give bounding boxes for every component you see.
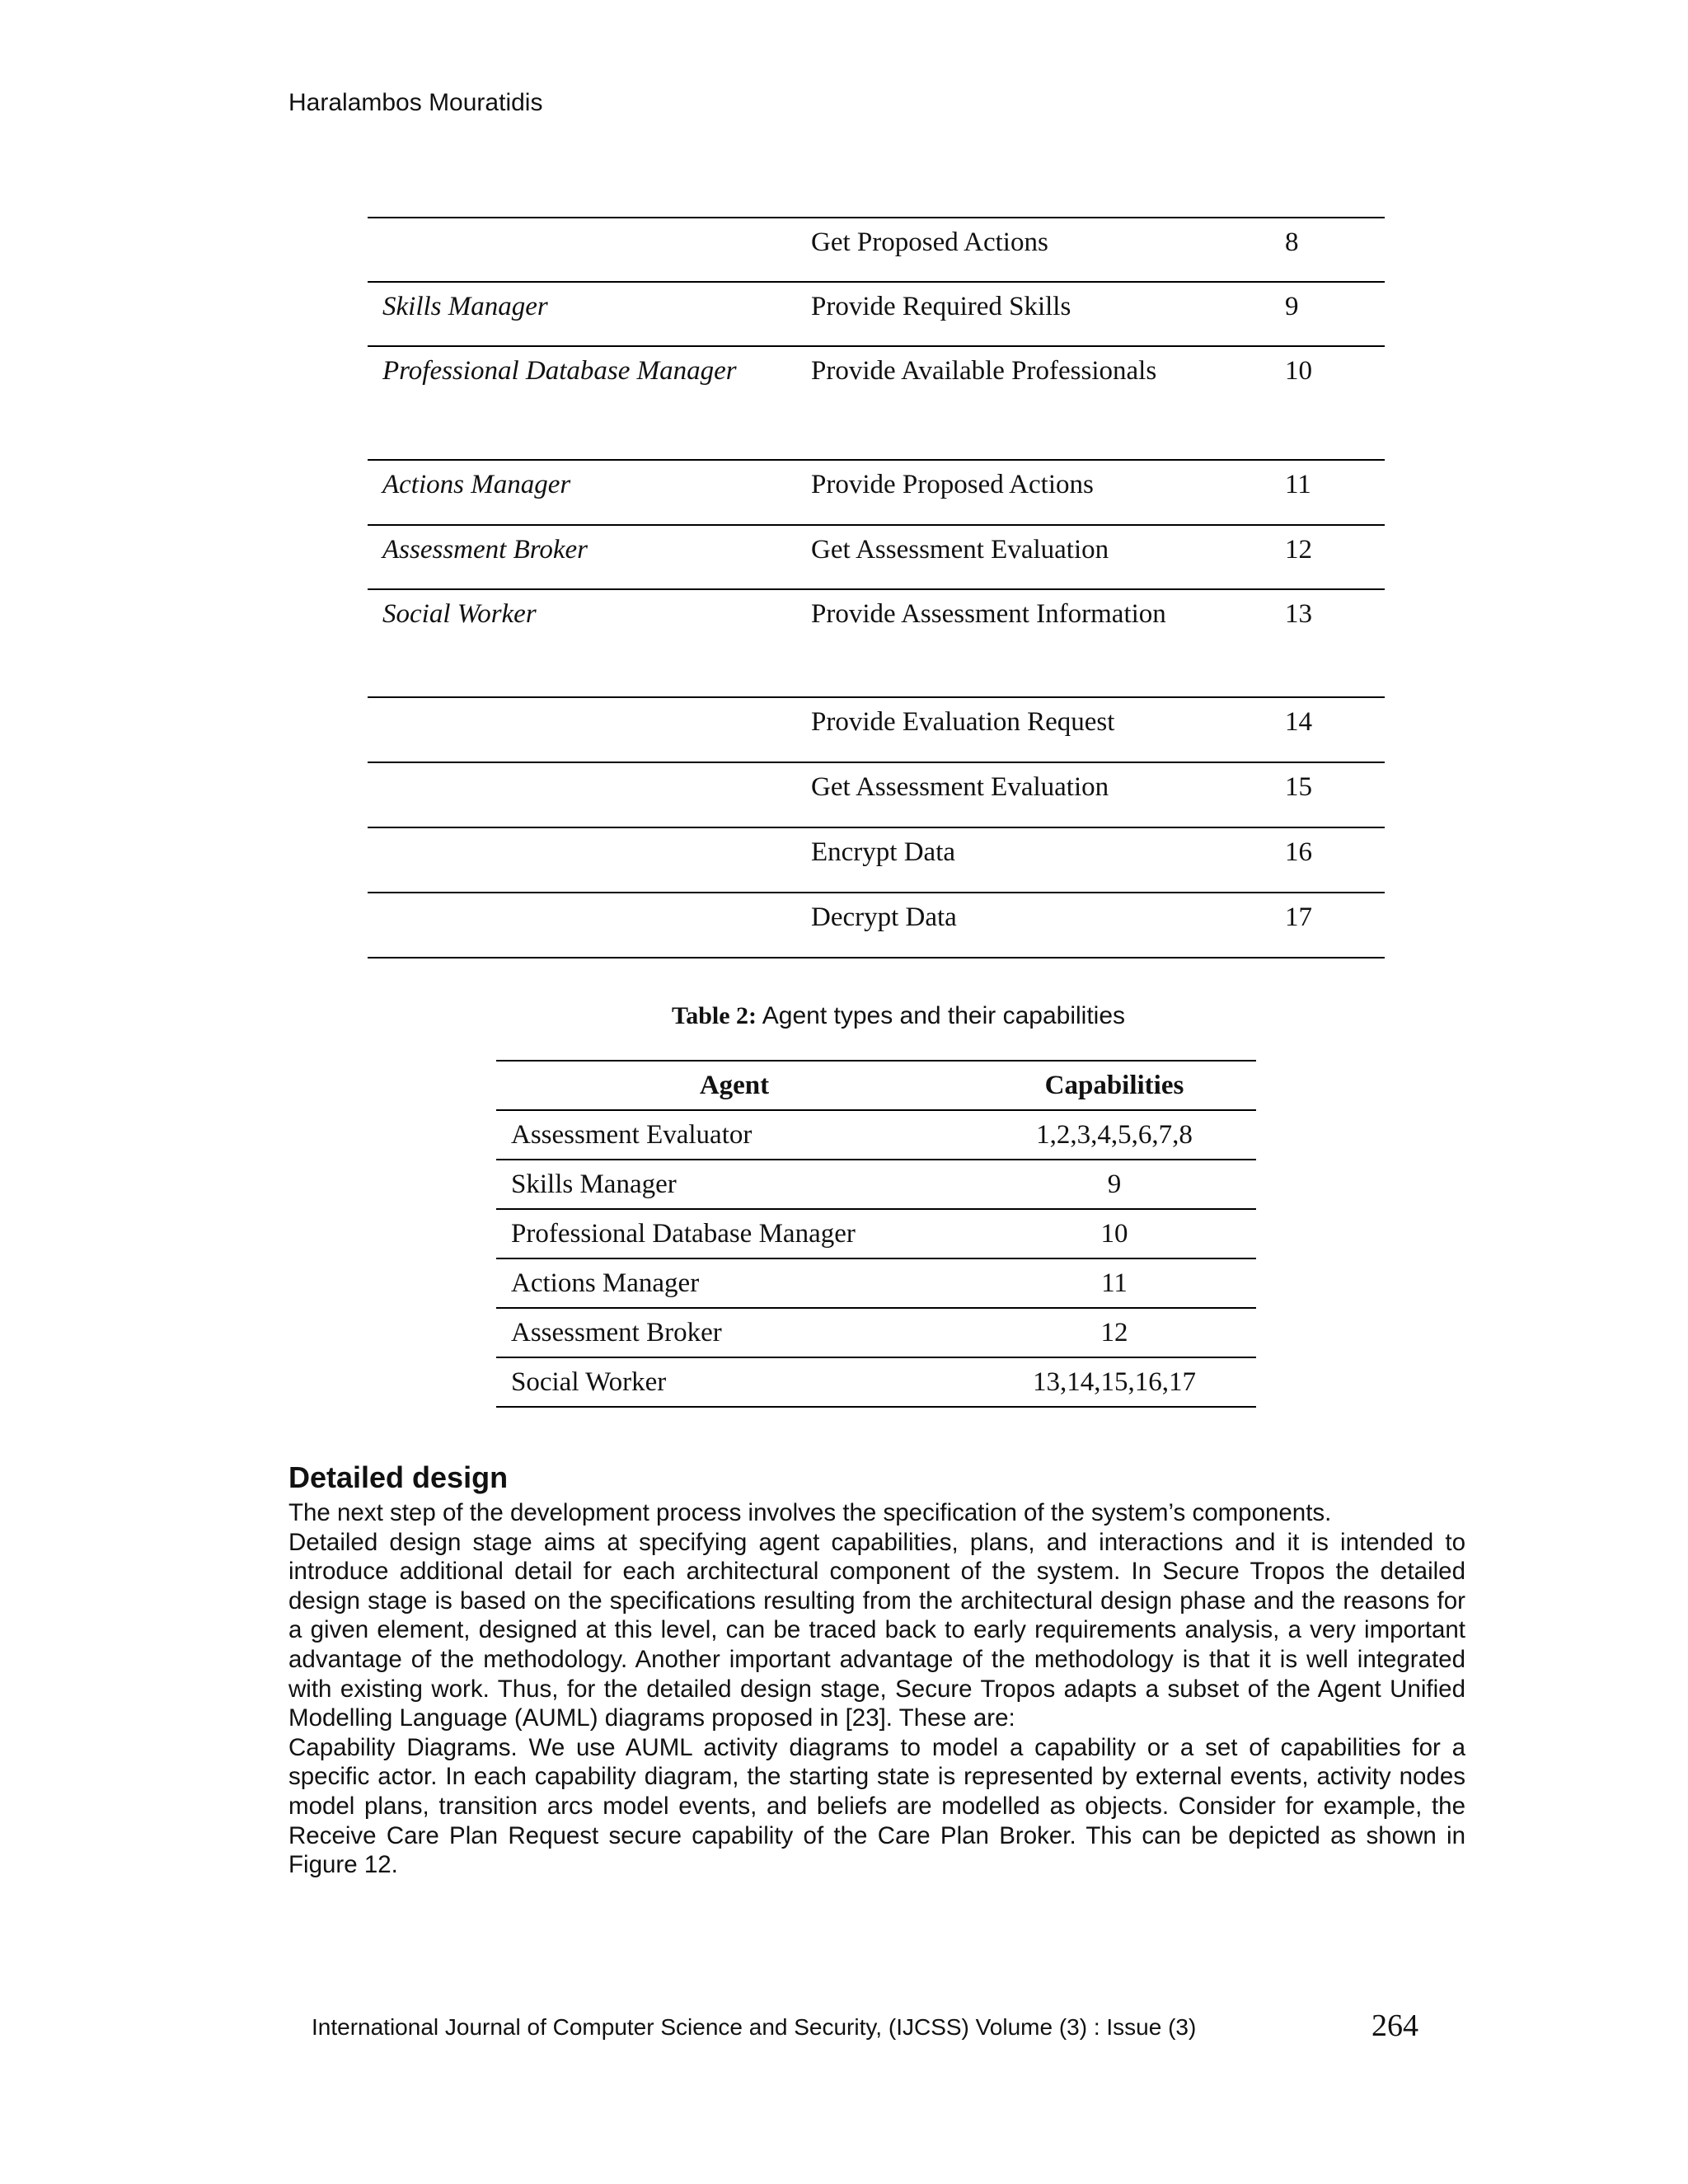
capabilities-cell: 11	[1101, 1268, 1128, 1298]
agent-cell: Professional Database Manager	[382, 356, 737, 386]
table-row	[368, 525, 1385, 589]
agent-cell: Assessment Broker	[382, 535, 588, 565]
capability-number-cell: 14	[1285, 707, 1312, 737]
capabilities-cell: 9	[1107, 1169, 1122, 1199]
capability-cell: Provide Evaluation Request	[811, 707, 1115, 737]
agent-cell: Actions Manager	[511, 1268, 700, 1298]
capability-cell: Provide Available Professionals	[811, 356, 1157, 386]
capability-cell: Decrypt Data	[811, 902, 957, 932]
capabilities-cell: 12	[1100, 1317, 1128, 1347]
capability-cell: Provide Assessment Information	[811, 599, 1166, 629]
table-row	[368, 460, 1385, 525]
agent-cell: Assessment Broker	[511, 1317, 722, 1347]
capability-number-cell: 10	[1285, 356, 1312, 386]
table-row	[368, 827, 1385, 893]
agent-cell	[368, 218, 811, 282]
capability-cell: Get Proposed Actions	[811, 227, 1048, 257]
capability-number-cell: 13	[1285, 599, 1312, 629]
agent-cell	[368, 697, 811, 762]
capabilities-cell: 13,14,15,16,17	[1033, 1366, 1196, 1397]
table-row	[496, 1308, 1256, 1357]
table-caption-label: Table 2:	[671, 1002, 757, 1029]
capability-cell: Provide Required Skills	[811, 292, 1071, 321]
section-body	[288, 1498, 1465, 1880]
table-row	[368, 589, 1385, 697]
capability-number-cell: 11	[1285, 470, 1311, 499]
capability-number-cell: 16	[1285, 837, 1312, 867]
section-heading: Detailed design	[288, 1460, 509, 1494]
capability-cell: Get Assessment Evaluation	[811, 772, 1109, 802]
agent-cell	[368, 762, 811, 827]
capability-number-cell: 12	[1285, 535, 1312, 565]
capabilities-cell: 1,2,3,4,5,6,7,8	[1036, 1119, 1193, 1150]
table-row	[496, 1258, 1256, 1308]
footer-journal-citation: International Journal of Computer Science and Security, (IJCSS) Volume (3) : Issue (3)	[312, 2014, 1197, 2040]
table-caption	[0, 1002, 1688, 1030]
agent-cell: Social Worker	[382, 599, 537, 629]
table-row	[368, 893, 1385, 958]
agent-cell: Skills Manager	[511, 1169, 677, 1199]
agent-cell	[368, 827, 811, 893]
body-paragraph: Detailed design stage aims at specifying agent capabilities, plans, and interactions and it is intended to introduce additional detail for each architectural component of the system. In Secure Tropos the detailed design stage is based on the specifications resulting from the architectural design phase and the reasons for a given element, designed at this level, can be traced back to early requirements analysis, a very important advantage of the methodology. Another important advantage of the methodology is that it is well integrated with existing work. Thus, for the detailed design stage, Secure Tropos adapts a subset of the Agent Unified Modelling Language (AUML) diagrams proposed in [23]. These are:	[288, 1528, 1465, 1732]
body-paragraph: Capability Diagrams. We use AUML activity diagrams to model a capability or a set of capabilities for a specific actor. In each capability diagram, the starting state is represented by external events, activity nodes model plans, transition arcs model events, and beliefs are modelled as objects. Consider for example, the Receive Care Plan Request secure capability of the Care Plan Broker. This can be depicted as shown in Figure 12.	[288, 1733, 1465, 1879]
table-row	[496, 1110, 1256, 1160]
table-row	[368, 346, 1385, 460]
table-row	[496, 1160, 1256, 1209]
agent-cell: Assessment Evaluator	[511, 1119, 753, 1150]
capability-number-cell: 9	[1285, 292, 1299, 321]
table-header-row	[496, 1061, 1256, 1110]
capabilities-cell: 10	[1100, 1218, 1128, 1249]
column-header-capabilities: Capabilities	[1044, 1070, 1184, 1100]
table-caption-text: Agent types and their capabilities	[762, 1002, 1126, 1029]
agent-cell: Actions Manager	[382, 470, 571, 499]
table-row	[496, 1209, 1256, 1258]
agent-cell: Social Worker	[511, 1366, 667, 1397]
agent-capabilities-table	[496, 1060, 1256, 1408]
table-row	[368, 762, 1385, 827]
capability-number-cell: 15	[1285, 772, 1312, 802]
capability-cell: Get Assessment Evaluation	[811, 535, 1109, 565]
capability-number-cell: 17	[1285, 902, 1312, 932]
table-row	[368, 218, 1385, 282]
column-header-agent: Agent	[699, 1070, 770, 1100]
agent-cell: Professional Database Manager	[511, 1218, 856, 1249]
capability-cell: Encrypt Data	[811, 837, 956, 867]
table-row	[368, 282, 1385, 346]
agent-cell	[368, 893, 811, 958]
body-paragraph: The next step of the development process involves the specification of the system’s components.	[288, 1499, 1332, 1526]
page-number: 264	[1372, 2008, 1418, 2043]
capabilities-continuation-table	[368, 217, 1385, 958]
capability-number-cell: 8	[1285, 227, 1299, 257]
running-head-author: Haralambos Mouratidis	[288, 89, 543, 116]
capability-cell: Provide Proposed Actions	[811, 470, 1094, 499]
agent-cell: Skills Manager	[382, 292, 548, 321]
table-row	[368, 697, 1385, 762]
table-row	[496, 1357, 1256, 1407]
